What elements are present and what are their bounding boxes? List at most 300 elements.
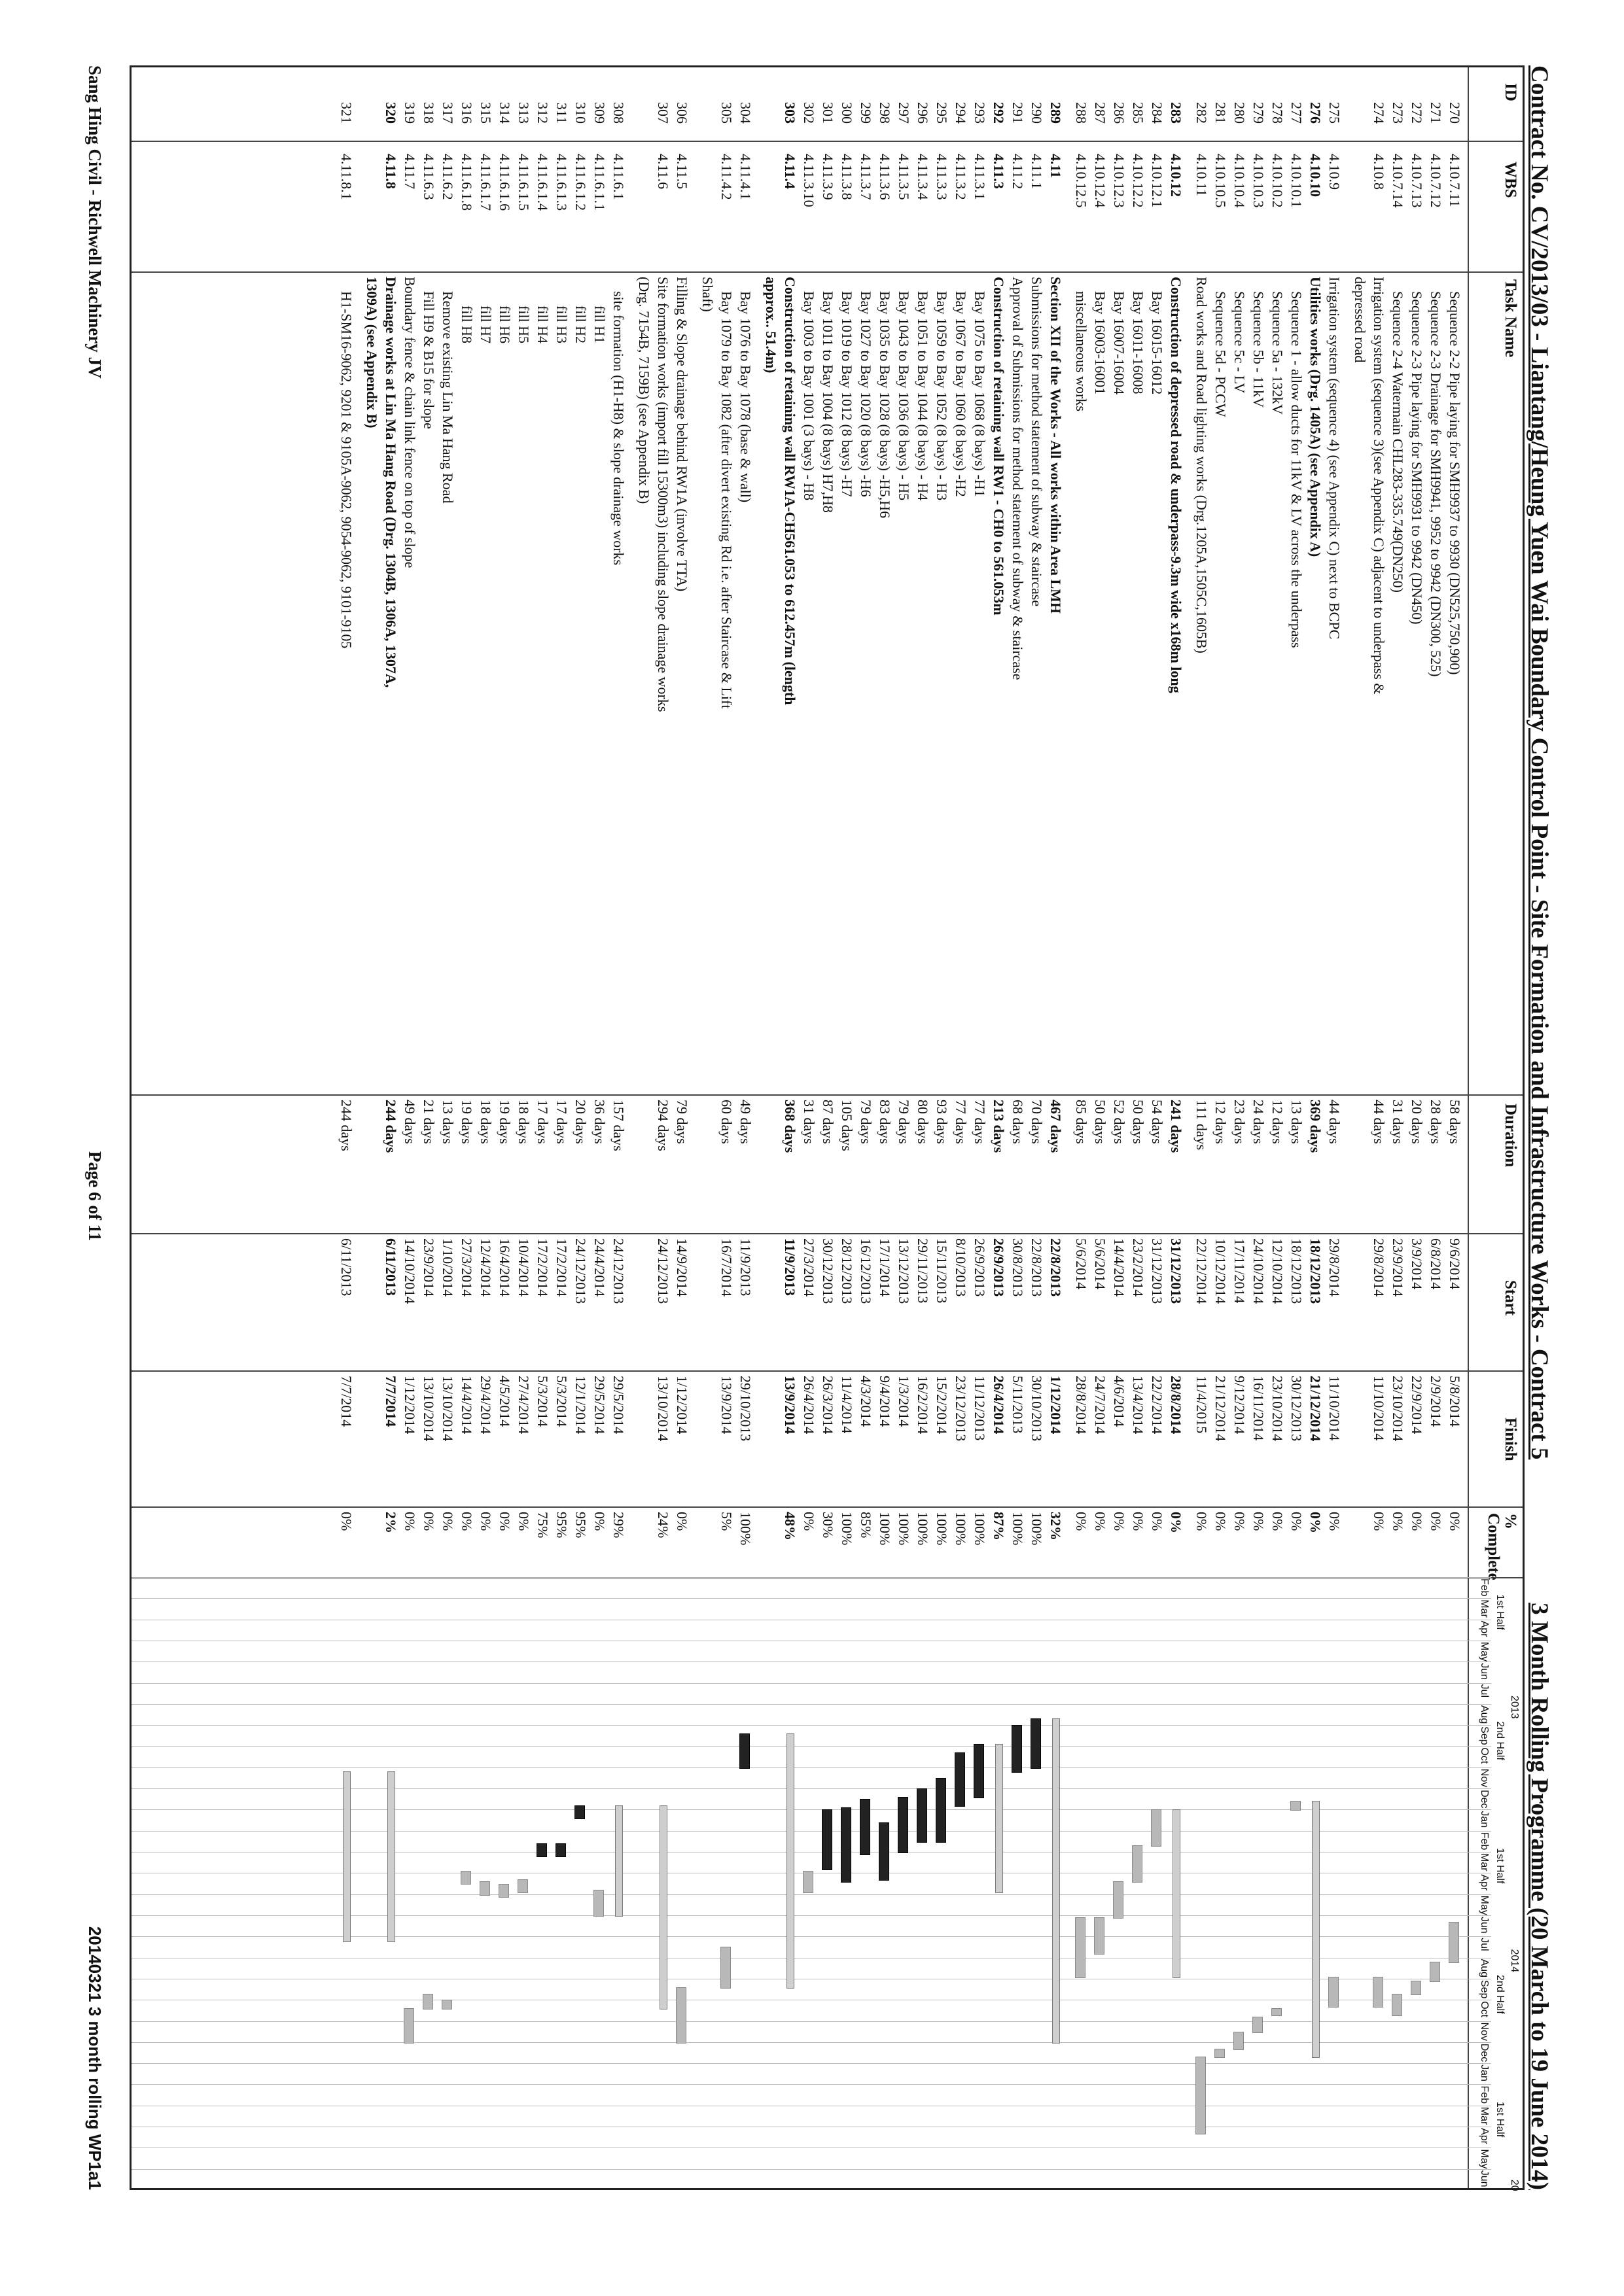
cell-id: 284 (1149, 102, 1165, 124)
cell-wbs: 4.11.3.7 (858, 154, 874, 200)
table-row (400, 67, 419, 1577)
cell-wbs: 4.10.10 (1307, 154, 1324, 197)
month-gridline (132, 1831, 1491, 1832)
cell-task: Bay 1003 to Bay 1001 (3 bays) - H8 (801, 291, 817, 501)
cell-fin: 23/12/2013 (953, 1376, 969, 1442)
cell-start: 11/9/2013 (782, 1238, 798, 1296)
cell-dur: 467 days (1048, 1100, 1064, 1153)
cell-start: 23/9/2014 (1390, 1238, 1406, 1297)
cell-id: 313 (516, 102, 532, 124)
cell-id: 309 (591, 102, 608, 124)
cell-wbs: 4.11.6.1.3 (554, 154, 570, 211)
cell-task-cont: depressed road (1352, 277, 1368, 363)
table-row (1046, 67, 1065, 1577)
cell-dur: 157 days (610, 1100, 627, 1151)
cell-fin: 22/2/2014 (1149, 1376, 1165, 1435)
cell-fin: 5/3/2014 (554, 1376, 570, 1427)
cell-wbs: 4.10.7.12 (1428, 154, 1444, 208)
cell-wbs: 4.10.10.4 (1231, 154, 1248, 208)
cell-id: 317 (440, 102, 456, 124)
cell-task: fill H1 (591, 305, 608, 344)
cell-dur: 20 days (1409, 1100, 1425, 1144)
month-gridline (132, 2042, 1491, 2043)
month-gridline (132, 2169, 1491, 2170)
gantt-bar (974, 1744, 984, 1798)
gantt-bar (917, 1788, 927, 1843)
cell-wbs: 4.11.2 (1010, 154, 1026, 190)
col-duration-header: Duration (1502, 1104, 1519, 1168)
cell-id: 307 (655, 102, 671, 124)
cell-id: 321 (338, 102, 355, 124)
cell-wbs: 4.11.1 (1029, 154, 1045, 190)
cell-pct: 100% (737, 1512, 754, 1546)
table-row (838, 67, 856, 1577)
cell-task: Bay 16011-16008 (1130, 291, 1146, 394)
cell-id: 310 (573, 102, 589, 124)
cell-dur: 36 days (591, 1100, 608, 1144)
year-label: 20 (1509, 2179, 1520, 2191)
cell-task: Bay 1076 to Bay 1078 (base & wall) (737, 291, 754, 503)
cell-wbs: 4.11.6.1.4 (535, 154, 551, 211)
month-label: Jul (1479, 1684, 1490, 1697)
cell-dur: 17 days (554, 1100, 570, 1144)
cell-dur: 83 days (877, 1100, 893, 1144)
cell-dur: 19 days (497, 1100, 513, 1144)
cell-start: 8/10/2013 (953, 1238, 969, 1297)
cell-id: 302 (801, 102, 817, 124)
table-row (1352, 67, 1388, 1577)
month-label: Aug (1479, 1705, 1490, 1724)
cell-start: 31/12/2013 (1168, 1238, 1184, 1304)
cell-fin: 1/12/2014 (674, 1376, 690, 1435)
cell-task: Sequence 5b - 11kV (1250, 291, 1267, 408)
cell-fin: 30/12/2013 (1288, 1376, 1305, 1442)
cell-pct: 29% (610, 1512, 627, 1539)
cell-pct: 0% (1288, 1512, 1305, 1531)
cell-task: Site formation works (import fill 15300m3) including slope drainage works (655, 277, 671, 712)
cell-id: 294 (953, 102, 969, 124)
month-gridline (132, 2021, 1491, 2022)
cell-wbs: 4.11.3.2 (953, 154, 969, 200)
cell-pct: 100% (915, 1512, 931, 1546)
cell-start: 29/8/2014 (1371, 1238, 1387, 1297)
cell-wbs: 4.11.3.6 (877, 154, 893, 200)
cell-id: 289 (1048, 102, 1064, 124)
cell-wbs: 4.10.11 (1193, 154, 1210, 197)
table-row (913, 67, 932, 1577)
cell-task: Sequence 2-3 Drainage for SMH9941, 9952 to 9942 (DN300, 525) (1428, 291, 1444, 677)
cell-id: 277 (1288, 102, 1305, 124)
cell-dur: 77 days (972, 1100, 988, 1144)
gantt-bar (537, 1843, 547, 1857)
cell-task: Bay 1027 to Bay 1020 (8 bays) -H6 (858, 291, 874, 497)
cell-wbs: 4.11.6.3 (421, 154, 437, 200)
cell-pct: 24% (655, 1512, 671, 1539)
table-row (1407, 67, 1426, 1577)
month-label: Jul (1479, 1938, 1490, 1951)
cell-task: Utilities works (Drg. 1405A) (see Appendix A) (1307, 277, 1324, 557)
table-row (856, 67, 875, 1577)
table-row (1008, 67, 1027, 1577)
table-row (1091, 67, 1109, 1577)
table-row (894, 67, 913, 1577)
cell-wbs: 4.11.6.1.6 (497, 154, 513, 211)
cell-id: 270 (1447, 102, 1463, 124)
cell-dur: 368 days (782, 1100, 798, 1153)
cell-pct: 100% (1010, 1512, 1026, 1546)
cell-wbs: 4.11.6.1.7 (478, 154, 494, 211)
cell-wbs: 4.10.9 (1326, 154, 1343, 190)
cell-fin: 12/1/2014 (573, 1376, 589, 1435)
cell-start: 14/9/2014 (674, 1238, 690, 1297)
cell-dur: 49 days (402, 1100, 418, 1144)
cell-wbs: 4.11.3.10 (801, 154, 817, 207)
cell-dur: 18 days (516, 1100, 532, 1144)
cell-start: 24/12/2013 (610, 1238, 627, 1304)
table-row (636, 67, 672, 1577)
cell-fin: 5/11/2013 (1010, 1376, 1026, 1434)
gantt-bar (518, 1879, 528, 1893)
cell-id: 288 (1073, 102, 1089, 124)
cell-start: 17/2/2014 (535, 1238, 551, 1297)
cell-task: Approval of Submissions for method statement of subway & staircase (1010, 277, 1026, 680)
cell-start: 24/4/2014 (591, 1238, 608, 1297)
cell-fin: 5/8/2014 (1447, 1376, 1463, 1427)
cell-start: 16/4/2014 (497, 1238, 513, 1297)
gantt-bar (499, 1884, 509, 1898)
table-row (736, 67, 754, 1577)
col-task-header: Task Name (1502, 279, 1519, 358)
cell-fin: 26/3/2014 (820, 1376, 836, 1435)
cell-start: 17/2/2014 (554, 1238, 570, 1297)
month-label: Oct (1479, 2001, 1490, 2018)
cell-pct: 100% (1029, 1512, 1045, 1546)
cell-wbs: 4.11.7 (402, 154, 418, 190)
cell-start: 18/12/2013 (1307, 1238, 1324, 1304)
cell-task: Bay 1043 to Bay 1036 (8 bays) - H5 (896, 291, 912, 501)
cell-id: 308 (610, 102, 627, 124)
cell-pct: 0% (1092, 1512, 1108, 1531)
cell-dur: 79 days (896, 1100, 912, 1144)
cell-dur: 28 days (1428, 1100, 1444, 1144)
table-row (1027, 67, 1046, 1577)
cell-id: 311 (554, 102, 570, 124)
cell-start: 17/11/2014 (1231, 1238, 1248, 1304)
cell-wbs: 4.10.7.11 (1447, 154, 1463, 207)
month-gridline (132, 1936, 1491, 1937)
cell-fin: 15/2/2014 (934, 1376, 950, 1435)
cell-id: 315 (478, 102, 494, 124)
cell-start: 31/12/2013 (1149, 1238, 1165, 1304)
gantt-bar (1328, 1977, 1339, 2008)
table-row (875, 67, 894, 1577)
cell-task: Drainage works at Lin Ma Hang Road (Drg. 1304B, 1306A, 1307A, (383, 277, 399, 688)
cell-pct: 0% (1212, 1512, 1229, 1531)
cell-start: 12/10/2014 (1269, 1238, 1286, 1304)
table-row (800, 67, 818, 1577)
cell-wbs: 4.11.6.1.2 (573, 154, 589, 211)
cell-fin: 14/4/2014 (459, 1376, 475, 1435)
cell-wbs: 4.11.6.1.8 (459, 154, 475, 211)
cell-dur: 24 days (1250, 1100, 1267, 1144)
table-row (819, 67, 837, 1577)
cell-task: Sequence 2-2 Pipe laying for SMH9937 to 9930 (DN525,750,900) (1447, 291, 1463, 675)
cell-wbs: 4.10.12.1 (1149, 154, 1165, 208)
month-label: Jun (1479, 1916, 1490, 1934)
cell-start: 9/6/2014 (1447, 1238, 1463, 1290)
cell-pct: 0% (1111, 1512, 1127, 1531)
gantt-bar (879, 1822, 889, 1881)
cell-start: 26/9/2013 (972, 1238, 988, 1297)
gantt-bar (1430, 1962, 1440, 1982)
year-label: 2014 (1509, 1949, 1520, 1973)
cell-start: 22/8/2013 (1048, 1238, 1064, 1297)
cell-wbs: 4.10.7.13 (1409, 154, 1425, 208)
cell-pct: 95% (573, 1512, 589, 1539)
cell-task: fill H4 (535, 305, 551, 344)
gantt-bar (442, 2000, 452, 2009)
col-wbs-header: WBS (1502, 162, 1519, 198)
month-label: Apr (1479, 1874, 1490, 1891)
cell-dur: 294 days (655, 1100, 671, 1151)
month-gridline (132, 1894, 1491, 1895)
table-row (495, 67, 514, 1577)
cell-task: Section XII of the Works - All works within Area LMH (1048, 277, 1064, 614)
cell-dur: 111 days (1193, 1100, 1210, 1151)
contract-title: Contract No. CV/2013/03 - Liantang/Heung Yuen Wai Boundary Control Point - Site Formation and Infrastructure Works - Contract 5 (1526, 65, 1553, 1460)
cell-start: 29/11/2013 (915, 1238, 931, 1304)
cell-wbs: 4.11.6.1.1 (591, 154, 608, 211)
month-gridline (132, 1809, 1491, 1810)
cell-id: 301 (820, 102, 836, 124)
month-label: Oct (1479, 1747, 1490, 1764)
cell-start: 6/11/2013 (383, 1238, 399, 1296)
cell-start: 16/7/2014 (718, 1238, 735, 1297)
cell-start: 15/11/2013 (934, 1238, 950, 1304)
cell-pct: 0% (1168, 1512, 1184, 1533)
cell-id: 320 (383, 102, 399, 124)
cell-fin: 2/9/2014 (1428, 1376, 1444, 1427)
cell-pct: 0% (674, 1512, 690, 1531)
month-label: Jan (1479, 2064, 1490, 2081)
cell-task: Fill H9 & B15 for slope (421, 291, 437, 429)
cell-fin: 11/10/2014 (1371, 1376, 1387, 1441)
cell-wbs: 4.11.6 (655, 154, 671, 190)
cell-wbs: 4.11.4.2 (718, 154, 735, 200)
gantt-bar (615, 1805, 623, 1917)
cell-dur: 60 days (718, 1100, 735, 1144)
cell-task: fill H6 (497, 305, 513, 344)
cell-fin: 11/10/2014 (1326, 1376, 1343, 1441)
gantt-bar (822, 1809, 832, 1870)
cell-pct: 95% (554, 1512, 570, 1539)
cell-start: 30/12/2013 (820, 1238, 836, 1304)
gantt-bar (803, 1871, 813, 1893)
cell-fin: 1/12/2014 (1048, 1376, 1064, 1435)
table-row (533, 67, 552, 1577)
cell-dur: 244 days (338, 1100, 355, 1151)
cell-fin: 24/7/2014 (1092, 1376, 1108, 1435)
cell-fin: 4/5/2014 (497, 1376, 513, 1427)
cell-fin: 1/3/2014 (896, 1376, 912, 1427)
table-row (673, 67, 691, 1577)
gantt-bar (841, 1807, 851, 1883)
cell-task: Bay 1035 to Bay 1028 (8 bays) -H5,H6 (877, 291, 893, 519)
cell-task: Construction of retaining wall RW1 - CH0 to 561.053m (991, 277, 1007, 616)
cell-pct: 0% (478, 1512, 494, 1531)
cell-start: 24/12/2013 (655, 1238, 671, 1304)
footer-file: 20140321 3 month rolling WP1a1 (85, 1926, 105, 2190)
cell-fin: 30/10/2013 (1029, 1376, 1045, 1442)
cell-id: 295 (934, 102, 950, 124)
cell-id: 290 (1029, 102, 1045, 124)
cell-id: 283 (1168, 102, 1184, 124)
month-label: Nov (1479, 2022, 1490, 2041)
half-label: 2nd Half (1494, 1721, 1506, 1760)
cell-pct: 48% (782, 1512, 798, 1540)
cell-start: 12/4/2014 (478, 1238, 494, 1297)
gantt-bar (1113, 1881, 1123, 1919)
cell-dur: 49 days (737, 1100, 754, 1144)
cell-dur: 80 days (915, 1100, 931, 1144)
cell-fin: 26/4/2014 (801, 1376, 817, 1435)
cell-id: 298 (877, 102, 893, 124)
cell-pct: 0% (1250, 1512, 1267, 1531)
cell-task: Irrigation system (sequence 3)(see Appendix C) adjacent to underpass & (1371, 277, 1387, 695)
cell-task: fill H3 (554, 305, 570, 344)
month-gridline (132, 1683, 1491, 1684)
cell-pct: 0% (440, 1512, 456, 1531)
cell-wbs: 4.11.3.4 (915, 154, 931, 200)
cell-fin: 9/12/2014 (1231, 1376, 1248, 1435)
cell-pct: 0% (591, 1512, 608, 1531)
month-gridline (132, 1725, 1491, 1726)
cell-fin: 13/9/2014 (718, 1376, 735, 1435)
gantt-bar (574, 1805, 585, 1819)
cell-wbs: 4.10.12 (1168, 154, 1184, 197)
cell-pct: 30% (820, 1512, 836, 1539)
cell-dur: 52 days (1111, 1100, 1127, 1144)
gantt-bar (480, 1881, 490, 1895)
cell-pct: 32% (1048, 1512, 1064, 1540)
cell-start: 27/3/2014 (801, 1238, 817, 1297)
cell-task: Sequence 5a - 132kV (1269, 291, 1286, 415)
cell-pct: 0% (1307, 1512, 1324, 1533)
cell-id: 314 (497, 102, 513, 124)
cell-start: 14/4/2014 (1111, 1238, 1127, 1297)
cell-id: 279 (1250, 102, 1267, 124)
col-pct-header: % Complete (1485, 1513, 1519, 1580)
cell-task: Construction of retaining wall RW1A-CH561.053 to 612.457m (length (782, 277, 798, 705)
table-row (1148, 67, 1166, 1577)
cell-dur: 58 days (1447, 1100, 1463, 1144)
cell-pct: 100% (877, 1512, 893, 1546)
col-start-header: Start (1502, 1280, 1519, 1316)
gantt-bar (720, 1947, 731, 1988)
cell-dur: 50 days (1092, 1100, 1108, 1144)
cell-dur: 13 days (440, 1100, 456, 1144)
cell-task: Bay 16015-16012 (1149, 291, 1165, 395)
cell-task: Boundary fence & chain link fence on top of slope (402, 277, 418, 568)
gantt-bar (1411, 1981, 1421, 1994)
gantt-bar (1132, 1845, 1142, 1883)
gantt-bar (739, 1733, 750, 1769)
cell-start: 27/3/2014 (459, 1238, 475, 1297)
cell-wbs: 4.11.4 (782, 154, 798, 189)
cell-task: Bay 1059 to Bay 1052 (8 bays) - H3 (934, 291, 950, 501)
cell-pct: 0% (1371, 1512, 1387, 1531)
gantt-bar (461, 1871, 471, 1885)
cell-task: site formation (H1-H8) & slope drainage works (610, 291, 627, 566)
table-row (457, 67, 476, 1577)
cell-dur: 77 days (953, 1100, 969, 1144)
cell-fin: 16/11/2014 (1250, 1376, 1267, 1441)
cell-pct: 87% (991, 1512, 1007, 1540)
gantt-bar (936, 1778, 946, 1843)
cell-task: Irrigation system (sequence 4) (see Appendix C) next to BCPC (1326, 277, 1343, 640)
cell-start: 13/12/2013 (896, 1238, 912, 1304)
gantt-bar (593, 1890, 604, 1917)
cell-id: 303 (782, 102, 798, 124)
table-row (1426, 67, 1445, 1577)
cell-start: 24/12/2013 (573, 1238, 589, 1304)
cell-wbs: 4.10.12.5 (1073, 154, 1089, 208)
cell-task: Filling & Slope drainage behind RW1A (involve TTA) (674, 277, 690, 592)
month-gridline (132, 1704, 1491, 1705)
cell-dur: 23 days (1231, 1100, 1248, 1144)
cell-fin: 21/12/2014 (1307, 1376, 1324, 1442)
cell-wbs: 4.11.3.5 (896, 154, 912, 200)
month-gridline (132, 1767, 1491, 1768)
cell-fin: 27/4/2014 (516, 1376, 532, 1435)
table-row (989, 67, 1008, 1577)
cell-dur: 44 days (1371, 1100, 1387, 1144)
cell-pct: 0% (1073, 1512, 1089, 1531)
cell-task: H1-SM16-9062, 9201 & 9105A-9062, 9054-9062, 9101-9105 (338, 291, 355, 649)
cell-pct: 2% (383, 1512, 399, 1533)
cell-pct: 0% (1149, 1512, 1165, 1531)
cell-task: Bay 16003-16001 (1092, 291, 1108, 395)
gantt-bar (786, 1733, 794, 1989)
cell-pct: 0% (1428, 1512, 1444, 1531)
cell-pct: 100% (934, 1512, 950, 1546)
table-row (1072, 67, 1090, 1577)
cell-fin: 11/4/2014 (839, 1376, 855, 1434)
month-label: Feb (1479, 1578, 1490, 1597)
cell-dur: 79 days (674, 1100, 690, 1144)
table-row (1388, 67, 1407, 1577)
cell-start: 6/8/2014 (1428, 1238, 1444, 1290)
gantt-bar (1195, 2057, 1206, 2134)
gantt-bar (898, 1797, 908, 1853)
cell-wbs: 4.10.7.14 (1390, 154, 1406, 208)
cell-task: Road works and Road lighting works (Drg.1205A,1505C,1605B) (1193, 277, 1210, 653)
cell-start: 23/2/2014 (1130, 1238, 1146, 1297)
cell-id: 280 (1231, 102, 1248, 124)
month-label: Jun (1479, 1663, 1490, 1680)
gantt-bar (1151, 1809, 1161, 1847)
month-label: Feb (1479, 2085, 1490, 2104)
cell-id: 300 (839, 102, 855, 124)
cell-dur: 12 days (1212, 1100, 1229, 1144)
cell-start: 29/8/2014 (1326, 1238, 1343, 1297)
gantt-bar (1271, 2008, 1282, 2016)
footer-company: Sang Hing Civil - Richwell Machinery JV (85, 65, 105, 379)
cell-pct: 0% (402, 1512, 418, 1531)
table-row (419, 67, 438, 1577)
cell-task: fill H5 (516, 305, 532, 344)
gantt-bar (955, 1752, 965, 1807)
